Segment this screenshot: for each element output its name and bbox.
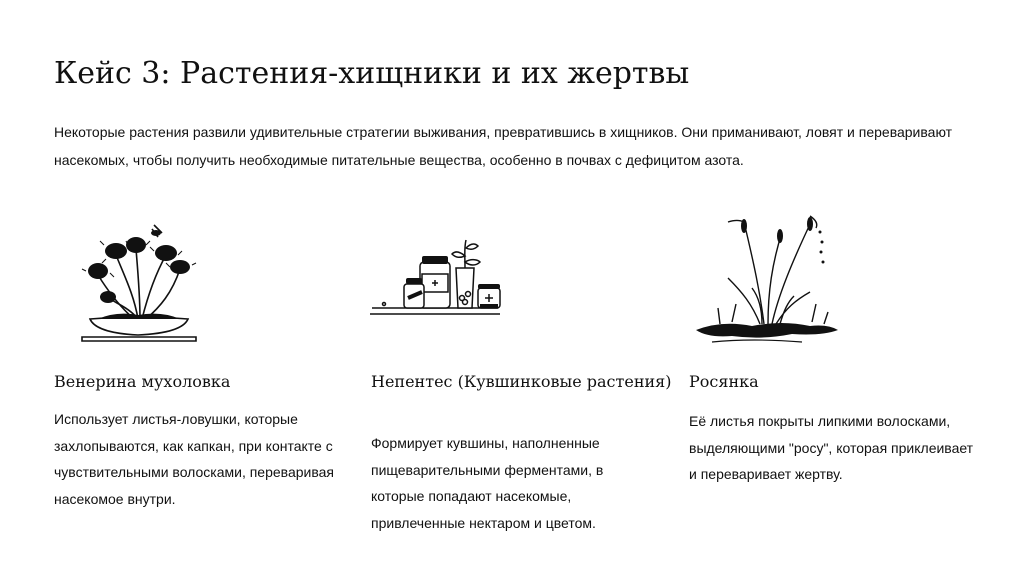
- card-title-sundew: Росянка: [689, 372, 759, 391]
- card-title-venus-flytrap: Венерина мухоловка: [54, 372, 231, 391]
- card-title-nepenthes: Непентес (Кувшинковые растения): [371, 372, 672, 391]
- page-title: Кейс 3: Растения-хищники и их жертвы: [54, 56, 690, 91]
- pitcher-jars-illustration: [368, 238, 502, 334]
- card-text-sundew: Её листья покрыты липкими волосками, выделяющими "росу", которая приклеивает и переваривает жертву.: [689, 413, 974, 482]
- card-text-nepenthes: Формирует кувшины, наполненные пищеварительными ферментами, в которые попадают насекомые, привлеченные нектаром и цветом.: [371, 435, 604, 531]
- sundew-swamp-illustration: [692, 212, 840, 348]
- venus-flytrap-illustration: [76, 215, 202, 345]
- card-text-venus-flytrap: Использует листья-ловушки, которые захлопываются, как капкан, при контакте с чувствительными волосками, переваривая насекомое внутри.: [54, 411, 334, 507]
- intro-paragraph: Некоторые растения развили удивительные стратегии выживания, превратившись в хищников. Они приманивают, ловят и переваривают насекомых, чтобы получить необходимые питательные вещества, особенно в почвах с дефицитом азота.: [54, 124, 953, 168]
